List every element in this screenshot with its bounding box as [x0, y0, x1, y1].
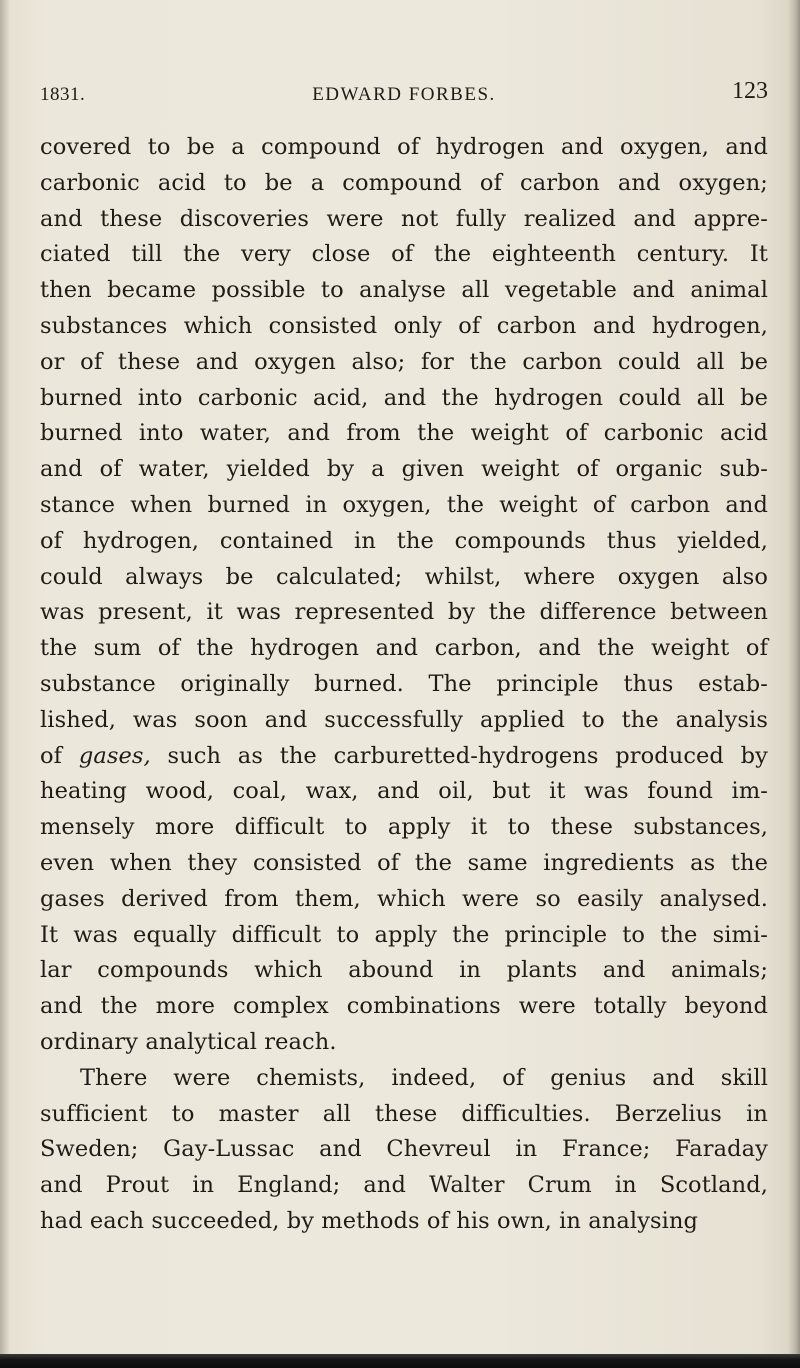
text-line: There were chemists, indeed, of genius and skill — [80, 1064, 768, 1091]
scan-bottom-border — [0, 1354, 800, 1368]
text-line: burned into water, and from the weight of carbonic acid — [40, 420, 768, 447]
text-line: even when they consisted of the same ingredients as the — [40, 849, 768, 876]
text-line — [40, 739, 768, 775]
text-line: ordinary analytical reach. — [40, 1028, 337, 1055]
text-line: lished, was soon and successfully applied to the analysis — [40, 706, 768, 733]
header-year: 1831. — [40, 84, 86, 105]
page-number: 123 — [732, 78, 768, 104]
text-line: covered to be a compound of hydrogen and oxygen, and — [40, 134, 768, 160]
body-text — [40, 130, 768, 1240]
text-line: or of these and oxygen also; for the carbon could all be — [40, 348, 768, 375]
page-edge-shadow — [788, 0, 800, 1368]
italic-term: gases, — [78, 742, 151, 769]
text-line: gases derived from them, which were so easily analysed. — [40, 885, 768, 912]
text-line: substances which consisted only of carbon and hydrogen, — [40, 312, 768, 339]
text-line: stance when burned in oxygen, the weight of carbon and — [40, 491, 768, 518]
text-line: and of water, yielded by a given weight of organic sub- — [40, 456, 768, 483]
text-line: carbonic acid to be a compound of carbon and oxygen; — [40, 169, 768, 196]
text-line: had each succeeded, by methods of his own, in analysing — [40, 1207, 699, 1234]
header-title: EDWARD FORBES. — [312, 84, 496, 105]
text-line: substance originally burned. The principle thus estab- — [40, 670, 768, 697]
text-line: sufficient to master all these difficulties. Berzelius in — [40, 1100, 768, 1127]
text-line: the sum of the hydrogen and carbon, and the weight of — [40, 635, 768, 662]
text-line: mensely more difficult to apply it to these substances, — [40, 814, 768, 841]
text-line: of hydrogen, contained in the compounds thus yielded, — [40, 527, 768, 554]
text-line: Sweden; Gay-Lussac and Chevreul in France; Faraday — [40, 1136, 768, 1163]
text-line: was present, it was represented by the difference between — [40, 599, 768, 626]
text-line: lar compounds which abound in plants and animals; — [40, 957, 768, 984]
running-header — [40, 78, 768, 118]
page-gutter-shadow — [0, 0, 10, 1368]
text-line: and the more complex combinations were totally beyond — [40, 993, 768, 1020]
text-line: and Prout in England; and Walter Crum in Scotland, — [40, 1172, 768, 1199]
text-line: ciated till the very close of the eighteenth century. It — [40, 241, 768, 268]
text-line: then became possible to analyse all vegetable and animal — [40, 277, 768, 304]
text-run: such as the carburetted-hydrogens produced by — [150, 742, 768, 769]
text-line: burned into carbonic acid, and the hydrogen could all be — [40, 384, 768, 411]
text-line: heating wood, coal, wax, and oil, but it was found im- — [40, 778, 768, 805]
text-line: and these discoveries were not fully realized and appre- — [40, 205, 768, 232]
text-line: could always be calculated; whilst, where oxygen also — [40, 563, 768, 590]
text-run: of — [40, 742, 79, 769]
text-line: It was equally difficult to apply the principle to the simi- — [40, 921, 768, 948]
